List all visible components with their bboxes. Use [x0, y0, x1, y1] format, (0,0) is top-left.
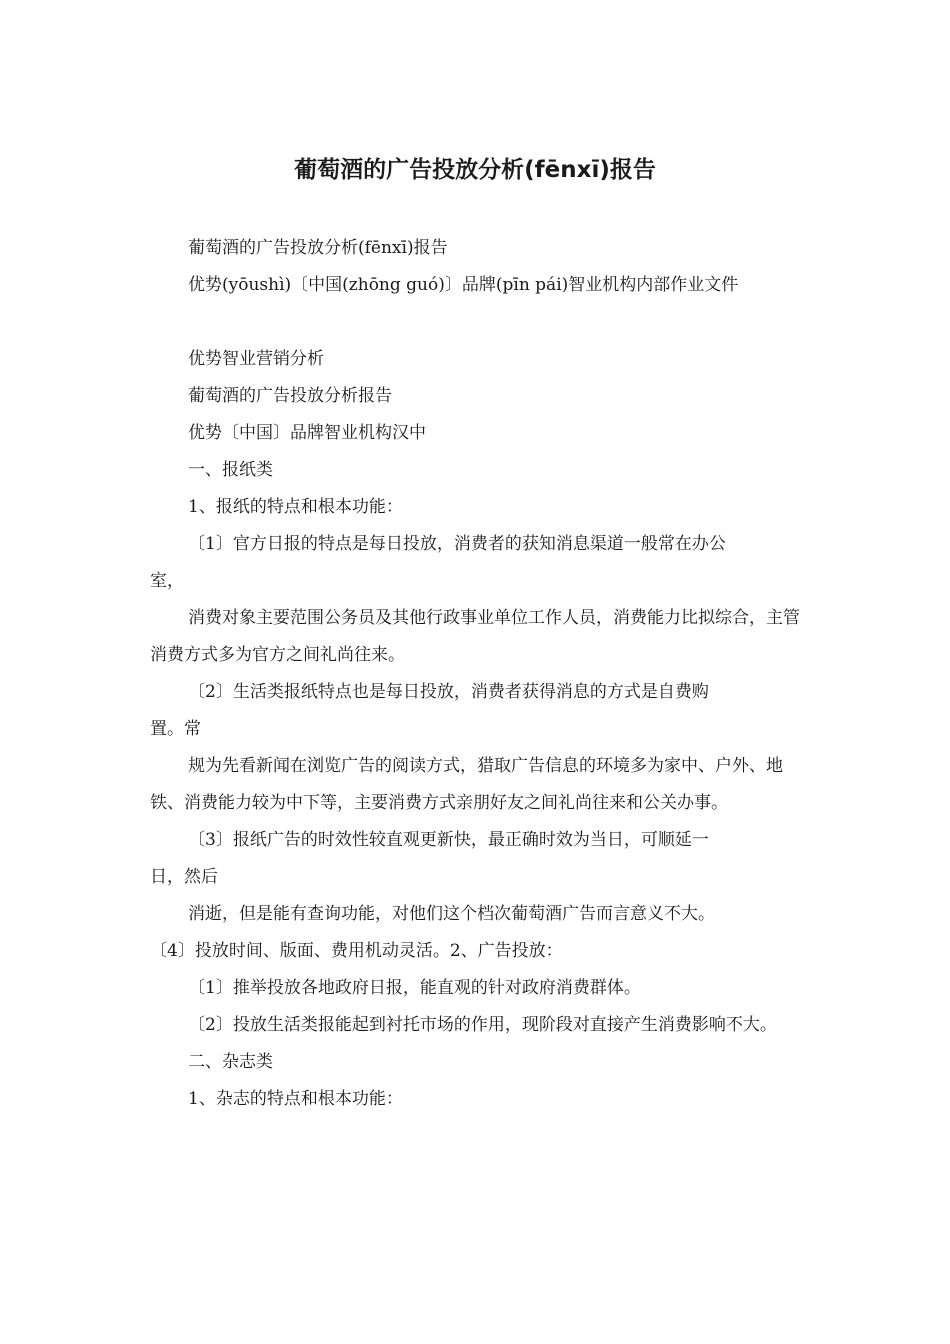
- paragraph-gap: [150, 304, 810, 341]
- subsection-heading: 1、报纸的特点和根本功能：: [188, 497, 403, 517]
- paragraph: 规为先看新闻在浏览广告的阅读方式，猎取广告信息的环境多为家中、户外、地铁、消费能力较为中下等，主要消费方式亲朋好友之间礼尚往来和公关办事。: [150, 756, 783, 813]
- paragraph: 〔4〕投放时间、版面、费用机动灵活。2、广告投放：: [150, 941, 563, 961]
- paragraph: 〔1〕官方日报的特点是每日投放，消费者的获知消息渠道一般常在办公: [188, 534, 726, 554]
- paragraph: 〔1〕推举投放各地政府日报，能直观的针对政府消费群体。: [188, 978, 641, 998]
- paragraph: 消逝，但是能有查询功能，对他们这个档次葡萄酒广告而言意义不大。: [188, 904, 715, 924]
- paragraph: 〔3〕报纸广告的时效性较直观更新快，最正确时效为当日，可顺延一: [188, 830, 709, 850]
- section-heading: 一、报纸类: [188, 460, 273, 480]
- paragraph-org-line: 优势(yōushì)〔中国(zhōng guó)〕品牌(pīn pái)智业机构内部作业文件: [188, 275, 739, 295]
- paragraph-subtitle: 葡萄酒的广告投放分析(fēnxī)报告: [188, 238, 448, 258]
- paragraph: 〔2〕投放生活类报能起到衬托市场的作用，现阶段对直接产生消费影响不大。: [188, 1015, 777, 1035]
- paragraph: 消费对象主要范围公务员及其他行政事业单位工作人员，消费能力比拟综合，主管消费方式多为官方之间礼尚往来。: [150, 608, 800, 665]
- subsection-heading: 1、杂志的特点和根本功能：: [188, 1089, 403, 1109]
- paragraph: 室，: [150, 571, 184, 591]
- paragraph: 置。常: [150, 719, 201, 739]
- paragraph: 优势智业营销分析: [188, 349, 324, 369]
- paragraph: 优势〔中国〕品牌智业机构汉中: [188, 423, 426, 443]
- paragraph: 日，然后: [150, 867, 218, 887]
- paragraph: 葡萄酒的广告投放分析报告: [188, 386, 392, 406]
- paragraph: 〔2〕生活类报纸特点也是每日投放，消费者获得消息的方式是自费购: [188, 682, 709, 702]
- document-body: [150, 230, 810, 1118]
- section-heading: 二、杂志类: [188, 1052, 273, 1072]
- document-title: 葡萄酒的广告投放分析(fēnxī)报告: [294, 157, 656, 183]
